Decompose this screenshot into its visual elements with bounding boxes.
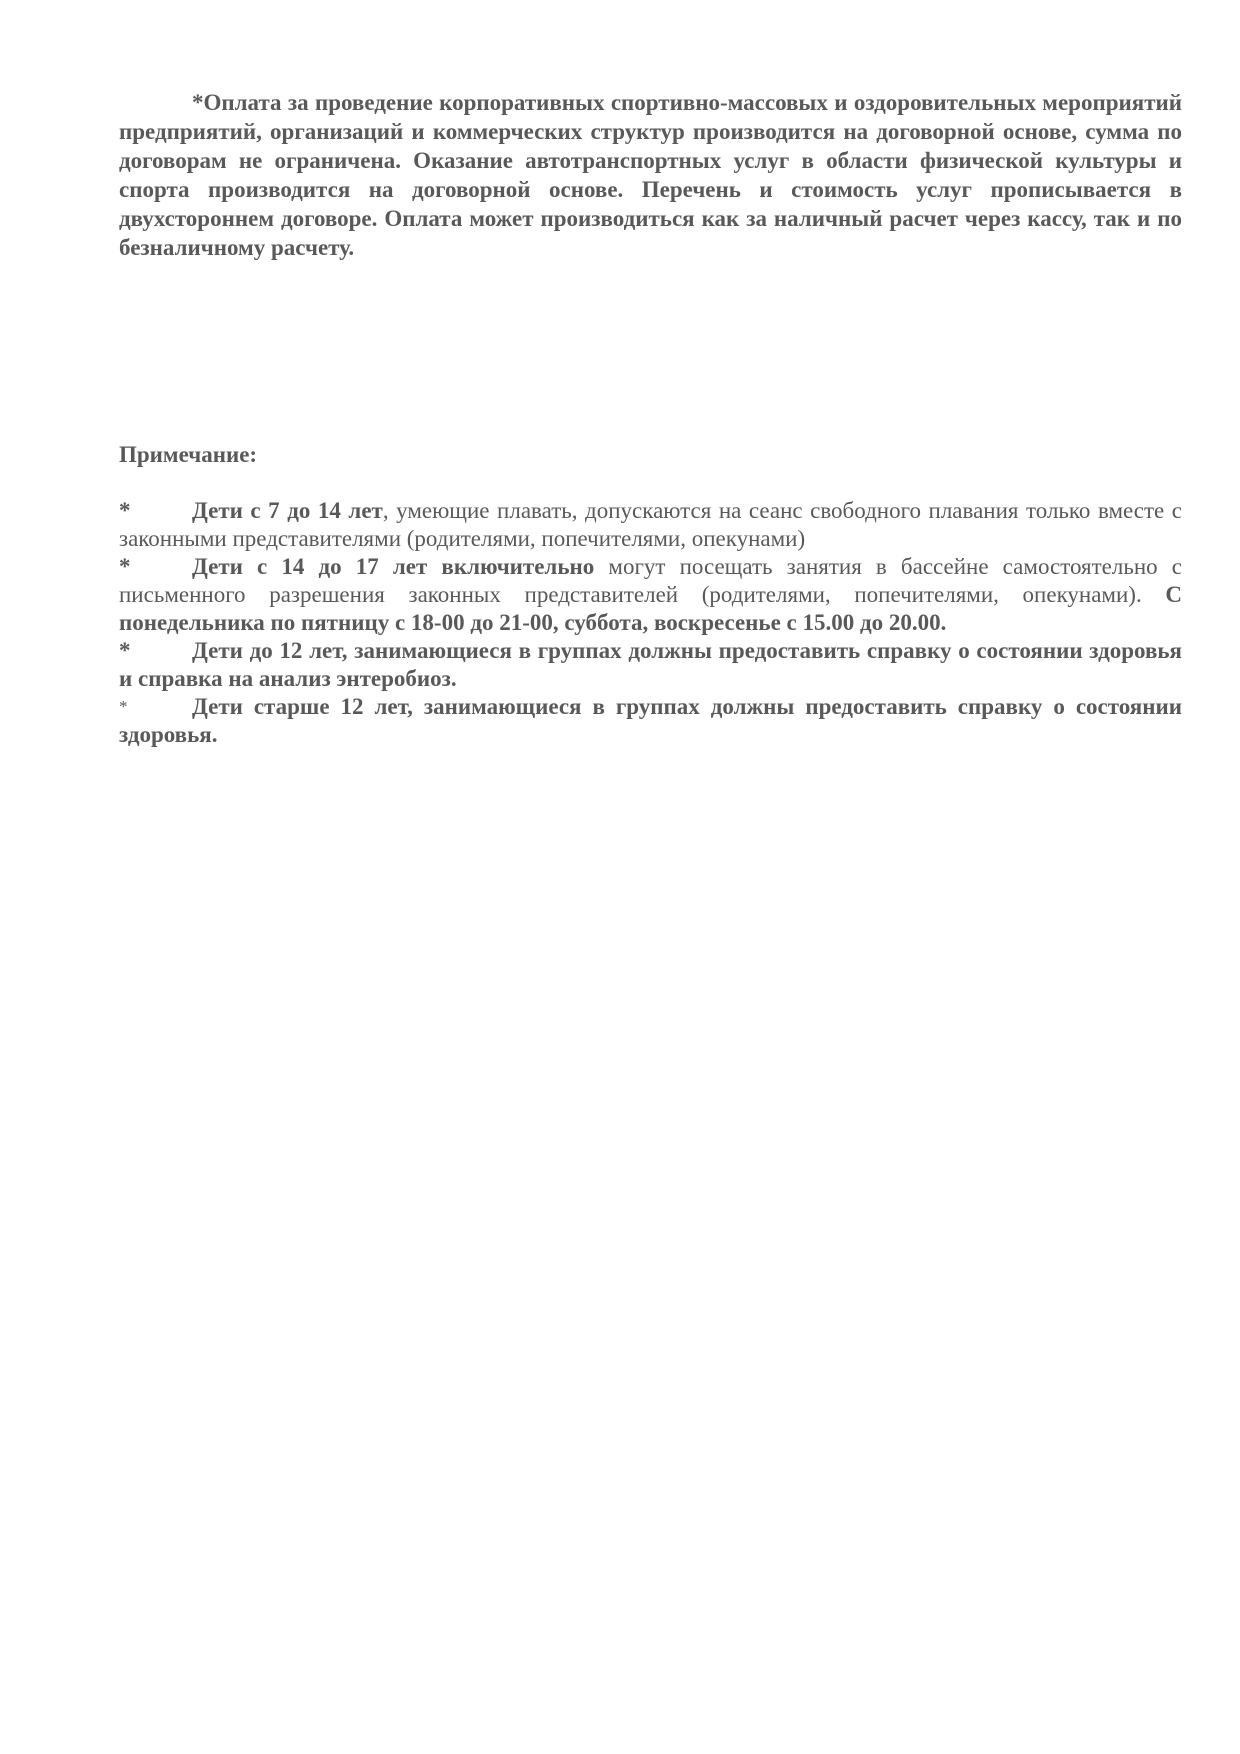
note-list xyxy=(119,497,1182,749)
bullet-asterisk: * xyxy=(119,697,128,716)
note-bold-lead: Дети старше 12 лет, занимающиеся в группах должны предоставить справку о состоянии здоровья. xyxy=(119,694,1182,747)
note-item xyxy=(119,637,1182,693)
note-bold-lead: Дети с 7 до 14 лет xyxy=(192,498,383,523)
note-bold-lead: Дети с 14 до 17 лет включительно xyxy=(192,554,595,579)
note-heading: Примечание: xyxy=(119,442,258,467)
note-text: , умеющие плавать, допускаются на сеанс свободного плавания только вместе с законными представителями (родителями, попечителями, опекунами) xyxy=(119,498,1182,551)
note-bold-lead: Дети до 12 лет, занимающиеся в группах должны предоставить справку о состоянии здоровья и справка на анализ энтеробиоз. xyxy=(119,638,1182,691)
payment-terms-paragraph: *Оплата за проведение корпоративных спортивно-массовых и оздоровительных мероприятий предприятий, организаций и коммерческих структур производится на договорной основе, сумма по договорам не ограничена. Оказание автотранспортных услуг в области физической культуры и спорта производится на договорной основе. Перечень и стоимость услуг прописывается в двухстороннем договоре. Оплата может производиться как за наличный расчет через кассу, так и по безналичному расчету. xyxy=(119,90,1182,260)
bullet-asterisk: * xyxy=(119,554,131,579)
note-bold-tail: С понедельника по пятницу с 18-00 до 21-00, суббота, воскресенье с 15.00 до 20.00. xyxy=(119,582,1182,635)
note-item xyxy=(119,553,1182,637)
bullet-asterisk: * xyxy=(119,498,131,523)
note-item xyxy=(119,497,1182,553)
bullet-asterisk: * xyxy=(119,638,131,663)
note-item xyxy=(119,693,1182,749)
note-text: могут посещать занятия в бассейне самостоятельно с письменного разрешения законных представителей (родителями, попечителями, опекунами). xyxy=(119,554,1182,607)
